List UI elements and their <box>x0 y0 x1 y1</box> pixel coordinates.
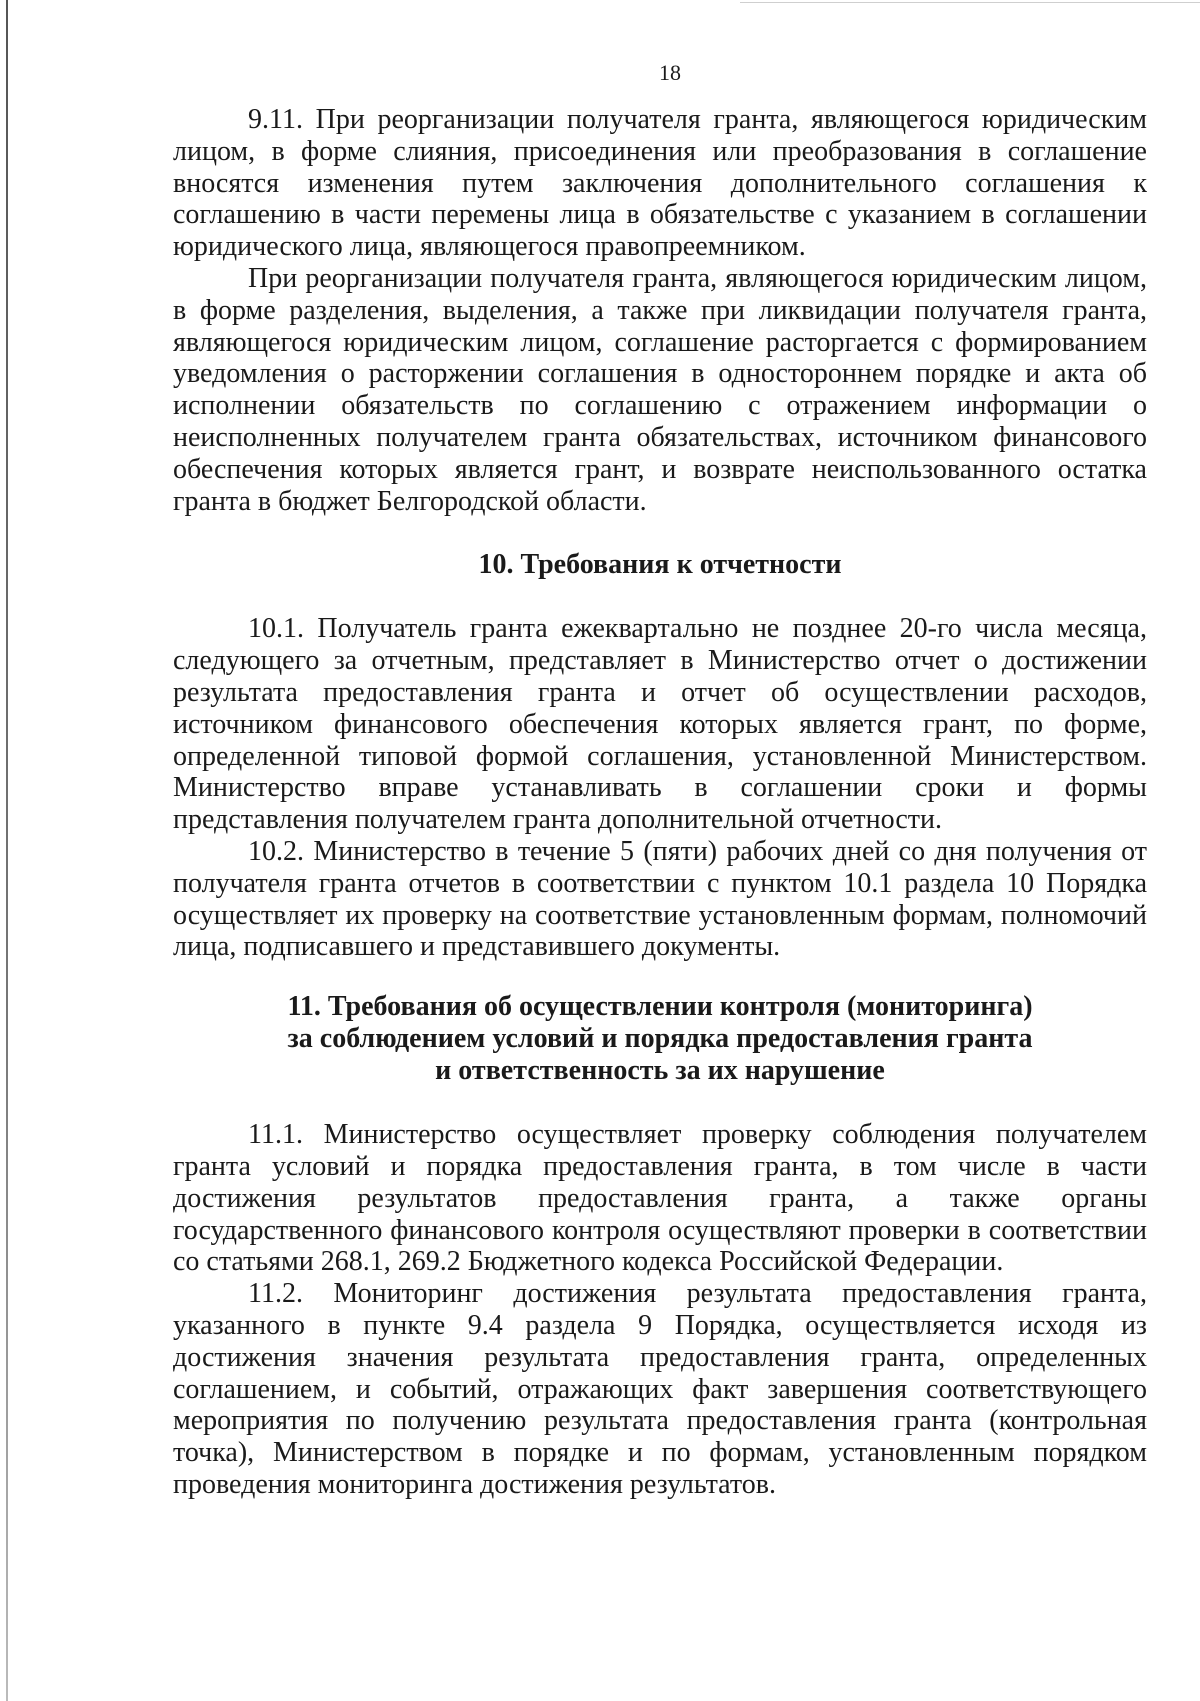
paragraph-10-1: 10.1. Получатель гранта ежеквартально не позднее 20-го числа месяца, следующего за отчетным, представляет в Министерство отчет о достижении результата предоставления гранта и отчет об осуществлении расходов, источником финансового обеспечения которых является грант, по форме, определенной типовой формой соглашения, установленной Министерством. Министерство вправе устанавливать в соглашении сроки и формы представления получателем гранта дополнительной отчетности. <box>173 613 1147 836</box>
paragraph-11-1: 11.1. Министерство осуществляет проверку соблюдения получателем гранта условий и порядка предоставления гранта, в том числе в части достижения результатов предоставления гранта, а также органы государственного финансового контроля осуществляют проверки в соответствии со статьями 268.1, 269.2 Бюджетного кодекса Российской Федерации. <box>173 1119 1147 1278</box>
page-number: 18 <box>659 60 681 85</box>
scan-top-edge <box>740 2 1200 3</box>
document-page <box>173 56 1147 1501</box>
section-11-heading-line: 11. Требования об осуществлении контроля (мониторинга) <box>287 991 1033 1023</box>
section-11-heading <box>173 991 1147 1087</box>
section-10-heading: 10. Требования к отчетности <box>478 549 842 581</box>
paragraph-9-11-reorganization: При реорганизации получателя гранта, являющегося юридическим лицом, в форме разделения, выделения, а также при ликвидации получателя гранта, являющегося юридическим лицом, соглашение расторгается с формированием уведомления о расторжении соглашения в одностороннем порядке и акта об исполнении обязательств по соглашению с отражением информации о неисполненных получателем гранта обязательствах, источником финансового обеспечения которых является грант, и возврате неиспользованного остатка гранта в бюджет Белгородской области. <box>173 262 1147 517</box>
paragraph-11-2: 11.2. Мониторинг достижения результата предоставления гранта, указанного в пункте 9.4 раздела 9 Порядка, осуществляется исходя из достижения значения результата предоставления гранта, определенных соглашением, и событий, отражающих факт завершения соответствующего мероприятия по получению результата предоставления гранта (контрольная точка), Министерством в порядке и по формам, установленным порядком проведения мониторинга достижения результатов. <box>173 1278 1147 1500</box>
section-11-heading-line: за соблюдением условий и порядка предоставления гранта <box>287 1023 1033 1055</box>
scan-left-edge <box>6 0 8 1701</box>
paragraph-9-11: 9.11. При реорганизации получателя гранта, являющегося юридическим лицом, в форме слияния, присоединения или преобразования в соглашение вносятся изменения путем заключения дополнительного соглашения к соглашению в части перемены лица в обязательстве с указанием в соглашении юридического лица, являющегося правопреемником. <box>173 104 1147 263</box>
paragraph-10-2: 10.2. Министерство в течение 5 (пяти) рабочих дней со дня получения от получателя гранта отчетов в соответствии с пунктом 10.1 раздела 10 Порядка осуществляет их проверку на соответствие установленным формам, полномочий лица, подписавшего и представившего документы. <box>173 835 1147 963</box>
section-11-heading-line: и ответственность за их нарушение <box>435 1055 885 1087</box>
